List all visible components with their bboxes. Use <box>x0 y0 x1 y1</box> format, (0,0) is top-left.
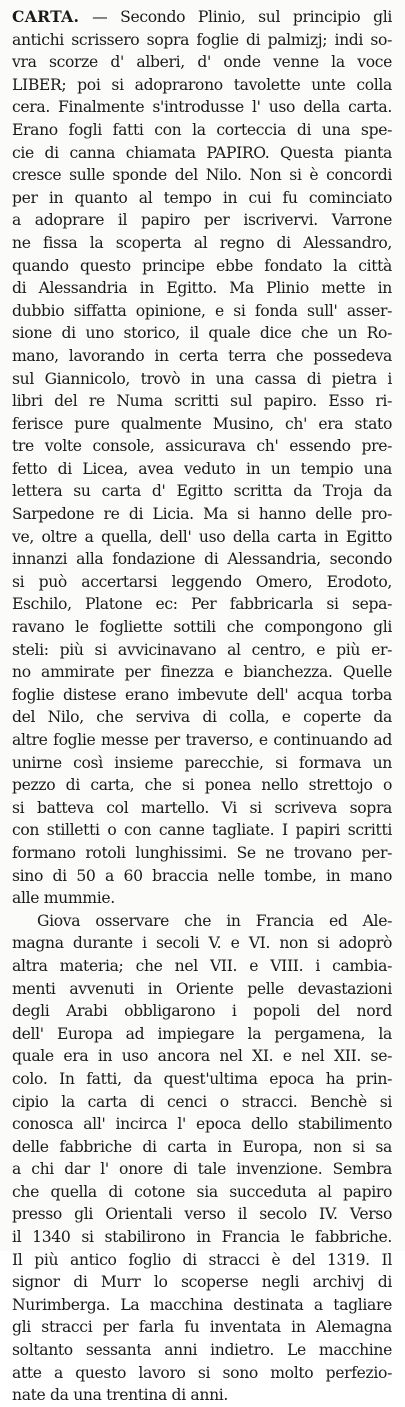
text-line: no ammirate per finezza e bianchezza. Quelle <box>12 663 392 682</box>
text-line: con stilletti o con canne tagliate. I papiri scritti <box>12 821 392 840</box>
text-line: dell' Europa ad impiegare la pergamena, la <box>12 1024 392 1043</box>
text-line: cipio la carta di cenci o stracci. Benchè si <box>12 1092 392 1111</box>
entry-heading: CARTA. <box>12 7 80 26</box>
article-text <box>12 6 392 1407</box>
text-line: foglie distese erano imbevute dell' acqua torba <box>12 685 392 704</box>
text-line: unirne così insieme parecchie, si formava un <box>12 753 392 772</box>
text-line: Sarpedone re di Licia. Ma si hanno delle pro- <box>12 505 392 524</box>
text-line: soltanto sessanta anni indietro. Le macchine <box>12 1341 392 1360</box>
text-line: conosca all' incirca l' epoca dello stabilimento <box>12 1115 392 1134</box>
text-line: si batteva col martello. Vi si scriveva sopra <box>12 798 392 817</box>
text-line: nate da una trentina di anni. <box>12 1386 229 1405</box>
text-line: LIBER; poi si adoprarono tavolette unte colla <box>12 75 392 94</box>
text-line: quando questo principe ebbe fondato la città <box>12 256 392 275</box>
text-line: menti avvenuti in Oriente pelle devastazioni <box>12 979 392 998</box>
text-line: altra materia; che nel VII. e VIII. i cambia- <box>12 956 392 975</box>
text-line: ferisce pure qualmente Musino, ch' era stato <box>12 414 392 433</box>
text-line: ve, oltre a quella, dell' uso della carta in Egitto <box>12 527 392 546</box>
text-line: presso gli Orientali verso il secolo IV. Verso <box>12 1205 392 1224</box>
text-line: di Alessandria in Egitto. Ma Plinio mette in <box>12 279 392 298</box>
text-line: colo. In fatti, da quest'ultima epoca ha prin- <box>12 1069 392 1088</box>
text-line: degli Arabi obbligarono i popoli del nord <box>12 1002 392 1021</box>
text-line: mano, lavorando in certa terra che possedeva <box>12 346 392 365</box>
text-line: pezzo di carta, che si ponea nello strettojo o <box>12 776 392 795</box>
text-line: per in quanto al tempo in cui fu cominciato <box>12 188 392 207</box>
text-line: antichi scrissero sopra foglie di palmizj; indi so- <box>12 30 392 49</box>
text-line: CARTA. — Secondo Plinio, sul principio gli <box>12 7 392 26</box>
text-line: sino di 50 a 60 braccia nelle tombe, in mano <box>12 866 392 885</box>
text-line: sul Giannicolo, trovò in una cassa di pietra i <box>12 369 392 388</box>
text-line: cie di canna chiamata PAPIRO. Questa pianta <box>12 143 392 162</box>
text-line: delle fabbriche di carta in Europa, non si sa <box>12 1137 392 1156</box>
text-line: steli: più si avvicinavano al centro, e più er- <box>12 640 392 659</box>
text-line: fetto di Licea, avea veduto in un tempio una <box>12 459 392 478</box>
text-line: Giova osservare che in Francia ed Ale- <box>37 911 392 930</box>
paragraph-2 <box>12 910 392 1407</box>
text-line: gli stracci per farla fu inventata in Alemagna <box>12 1318 392 1337</box>
text-line: magna durante i secoli V. e VI. non si adoprò <box>12 934 392 953</box>
text-line: formano rotoli lunghissimi. Se ne trovano per- <box>12 843 392 862</box>
text-line: ravano le fogliette sottili che compongono gli <box>12 618 392 637</box>
text-line: cera. Finalmente s'introdusse l' uso della carta. <box>12 98 392 117</box>
text-line: vra scorze d' alberi, d' onde venne la voce <box>12 53 392 72</box>
text-line: del Nilo, che serviva di colla, e coperte da <box>12 708 392 727</box>
paragraph-1 <box>12 6 392 910</box>
text-line: lettera su carta d' Egitto scritta da Troja da <box>12 482 392 501</box>
text-line: sione di uno storico, il quale dice che un Ro- <box>12 324 392 343</box>
text-line: atte a questo lavoro si sono molto perfezio- <box>12 1363 392 1382</box>
text-line: signor di Murr lo scoperse negli archivj di <box>12 1273 392 1292</box>
text-line: Erano fogli fatti con la corteccia di una spe- <box>12 120 392 139</box>
text-line: ne fissa la scoperta al regno di Alessandro, <box>12 233 392 252</box>
text-line: Nurimberga. La macchina destinata a tagliare <box>12 1295 392 1314</box>
text-line: quale era in uso ancora nel XI. e nel XII. se- <box>12 1047 392 1066</box>
text-line: altre foglie messe per traverso, e continuando ad <box>12 731 392 749</box>
text-line: alle mummie. <box>12 889 115 908</box>
text-line: libri del re Numa scritti sul papiro. Esso ri- <box>12 392 392 411</box>
text-line: a chi dar l' onore di tale invenzione. Sembra <box>12 1160 392 1179</box>
text-line: dubbio siffatta opinione, e si fonda sull' asser- <box>12 301 392 320</box>
text-line: cresce sulle sponde del Nilo. Non si è concordi <box>12 166 392 185</box>
text-line: tre volte console, assicurava ch' essendo pre- <box>12 437 392 456</box>
text-line: a adoprare il papiro per iscrivervi. Varrone <box>12 211 392 230</box>
text-line: Il più antico foglio di stracci è del 1319. Il <box>12 1250 392 1269</box>
text-line: il 1340 si stabilirono in Francia le fabbriche. <box>12 1228 392 1247</box>
text-line: innanzi alla fondazione di Alessandria, secondo <box>12 550 392 569</box>
text-line: si può accertarsi leggendo Omero, Erodoto, <box>12 572 392 591</box>
text-line: che quella di cotone sia succeduta al papiro <box>12 1182 392 1201</box>
text-line: Eschilo, Platone ec: Per fabbricarla si sepa- <box>12 595 392 614</box>
